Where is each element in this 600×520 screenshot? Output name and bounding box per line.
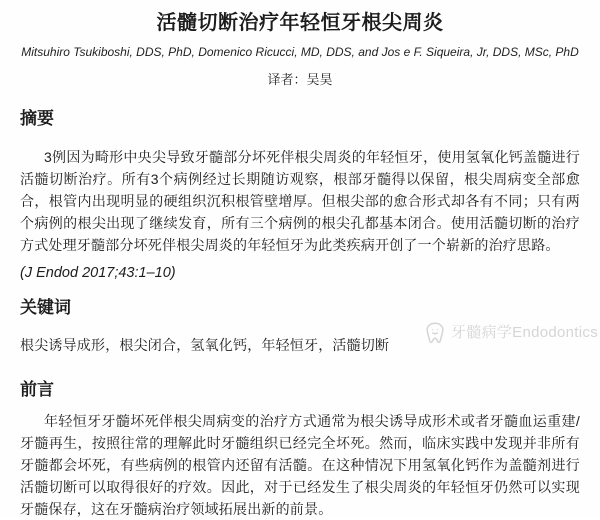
- journal-citation: (J Endod 2017;43:1–10): [20, 265, 176, 281]
- watermark-label: 牙髓病学Endodontics: [450, 324, 598, 341]
- abstract-paragraph: 3例因为畸形中央尖导致牙髓部分坏死伴根尖周炎的年轻恒牙，使用氢氧化钙盖髓进行活髓切断治疗。所有3个病例经过长期随访观察，根部牙髓得以保留，根尖周病变全部愈合，根管内出现明显的硬组织沉积根管壁增厚。但根尖部的愈合形式却各有不同；只有两个病例的根尖出现了继续发育，所有三个病例的根尖孔都基本闭合。使用活髓切断的治疗方式处理牙髓部分坏死伴根尖周炎的年轻恒牙为此类疾病开创了一个崭新的治疗思路。: [20, 149, 580, 253]
- translator-line: 译者：吴昊: [267, 72, 333, 87]
- page-title: 活髓切断治疗年轻恒牙根尖周炎: [156, 12, 444, 34]
- keywords-line: 根尖诱导成形，根尖闭合，氢氧化钙，年轻恒牙，活髓切断: [20, 337, 390, 353]
- authors-line: Mitsuhiro Tsukiboshi, DDS, PhD, Domenico Ricucci, MD, DDS, and Jos e F. Siqueira, Jr, DDS, MSc, PhD: [21, 45, 579, 59]
- keywords-heading: 关键词: [20, 298, 71, 317]
- introduction-paragraph: 年轻恒牙牙髓坏死伴根尖周病变的治疗方式通常为根尖诱导成形术或者牙髓血运重建/牙髓再生，按照往常的理解此时牙髓组织已经完全坏死。然而，临床实践中发现并非所有牙髓都会坏死，有些病例的根管内还留有活髓。在这种情况下用氢氧化钙作为盖髓剂进行活髓切断可以取得很好的疗效。因此，对于已经发生了根尖周炎的年轻恒牙仍然可以实现牙髓保存，这在牙髓病治疗领域拓展出新的前景。: [20, 413, 580, 517]
- introduction-heading: 前言: [20, 380, 54, 399]
- abstract-heading: 摘要: [20, 109, 54, 128]
